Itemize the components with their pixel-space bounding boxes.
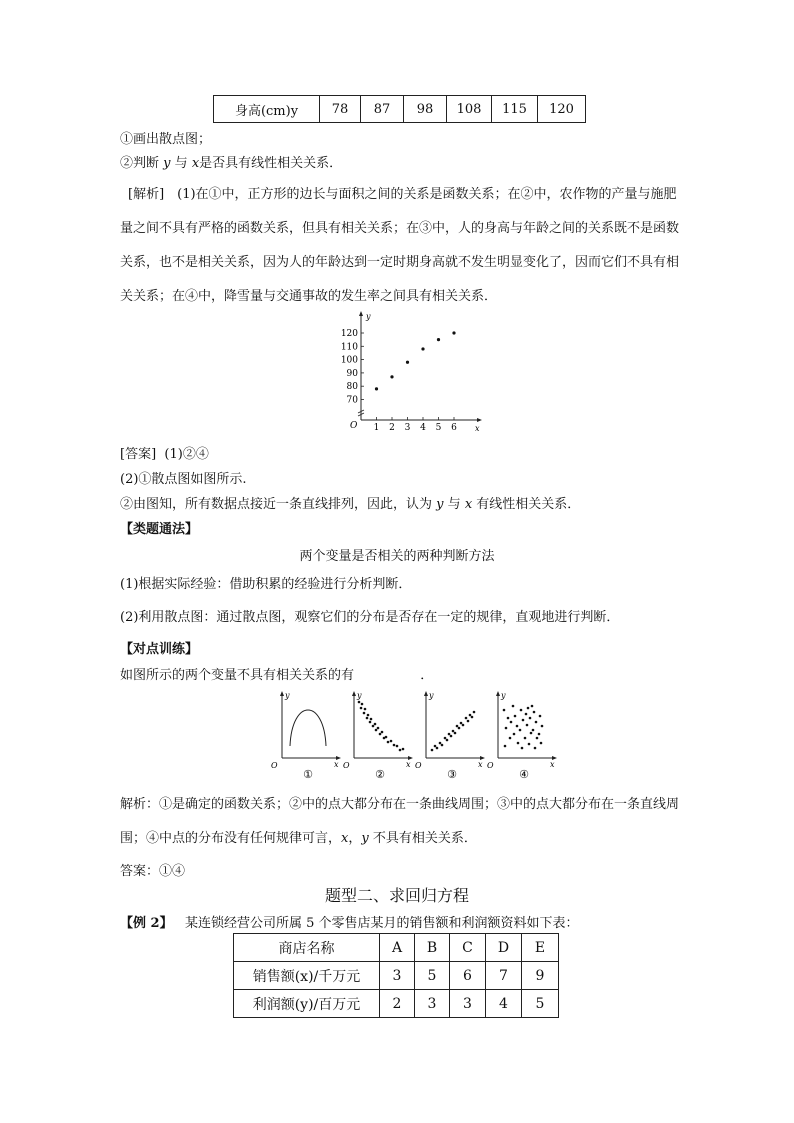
x-axis-arrow: [477, 418, 482, 422]
scatter-dot: [471, 716, 474, 719]
x-tick-label: 3: [404, 423, 411, 433]
scatter-dot: [510, 721, 513, 724]
origin-label: O: [487, 761, 494, 770]
sales-table: [233, 933, 559, 1018]
figure-1: [271, 691, 341, 781]
answer-mid: 与: [447, 497, 461, 512]
x-tick-label: 1: [373, 423, 380, 433]
example-label: 【例 2】: [120, 916, 173, 931]
axis-y-label: y: [285, 691, 290, 700]
figure-4: [487, 691, 557, 781]
table-cell: 销售额(x)/千万元: [234, 962, 380, 990]
var-x: x: [341, 831, 349, 846]
y-tick-label: 80: [346, 382, 358, 393]
scatter-dot: [396, 745, 399, 748]
scatter-dot: [520, 709, 523, 712]
y-tick-label: 110: [340, 342, 358, 353]
data-point: [375, 387, 378, 390]
table-header-cell: A: [380, 934, 415, 962]
q2-mid: 与: [174, 156, 188, 171]
answer-label: [答案]: [120, 447, 157, 462]
section-title: 题型二、求回归方程: [324, 886, 469, 905]
parabola-curve: [290, 710, 326, 746]
table-header-row: [234, 934, 559, 962]
answer-line-3: [120, 493, 580, 512]
answer-text: ②由图知，所有数据点接近一条直线排列，因此，认为: [120, 497, 433, 512]
scatter-dots: [431, 711, 476, 752]
height-table: [213, 95, 586, 123]
table-cell: 3: [450, 990, 486, 1018]
scatter-dot: [458, 727, 461, 730]
method-header: 【类题通法】: [120, 522, 199, 537]
scatter-dot: [534, 747, 537, 750]
scatter-dot: [473, 711, 476, 714]
scatter-dot: [448, 733, 451, 736]
scatter-dot: [446, 739, 449, 742]
axis-x-label: x: [475, 424, 480, 433]
table-cell: 108: [447, 96, 492, 123]
table-header-cell: B: [415, 934, 450, 962]
scatter-dot: [521, 747, 524, 750]
scatter-dot: [454, 732, 457, 735]
figure-2: [343, 691, 413, 781]
scatter-dot: [450, 735, 453, 738]
scatter-dot: [377, 727, 380, 730]
y-tick-label: 90: [346, 368, 358, 379]
answer-line-2: (2)①散点图如图所示.: [120, 472, 247, 487]
data-point: [437, 338, 440, 341]
scatter-dot: [516, 725, 519, 728]
answer-line-1: [120, 443, 209, 462]
scatter-dot: [531, 705, 534, 708]
question-1: ①画出散点图；: [120, 132, 212, 147]
data-point: [390, 375, 393, 378]
scatter-dot: [507, 717, 510, 720]
axis-x-label: x: [550, 760, 555, 769]
scatter-dot: [530, 732, 533, 735]
method-item-2: (2)利用散点图：通过散点图，观察它们的分布是否存在一定的规律，直观地进行判断．: [120, 610, 620, 625]
origin-label: O: [415, 761, 422, 770]
origin-label: O: [271, 761, 278, 770]
scatter-dot: [367, 714, 370, 717]
axis-x-label: x: [478, 760, 483, 769]
scatter-dot: [524, 737, 527, 740]
table-cell: 87: [361, 96, 404, 123]
figure-caption: ②: [375, 768, 385, 781]
table-cell: 9: [522, 962, 559, 990]
table-cell: 7: [486, 962, 522, 990]
scatter-dot: [387, 741, 390, 744]
axis-y-label: y: [357, 691, 362, 700]
table-cell: 120: [538, 96, 586, 123]
table-cell: 5: [415, 962, 450, 990]
scatter-dot: [514, 715, 517, 718]
practice-question-text: 如图所示的两个变量不具有相关关系的有: [120, 668, 355, 683]
scatter-dot: [538, 733, 541, 736]
axis-x-label: x: [334, 760, 339, 769]
table-cell: 5: [522, 990, 559, 1018]
practice-analysis: [120, 788, 680, 856]
scatter-dot: [452, 730, 455, 733]
scatter-dot: [434, 745, 437, 748]
axis-x-label: x: [406, 760, 411, 769]
scatter-dot: [374, 723, 377, 726]
question-2: [120, 152, 342, 171]
scatter-dot: [366, 717, 369, 720]
var-y: y: [361, 831, 369, 846]
figure-caption: ①: [303, 768, 313, 781]
scatter-dot: [526, 724, 529, 727]
scatter-dot: [460, 722, 463, 725]
scatter-dot: [467, 720, 470, 723]
origin-label: O: [350, 421, 358, 431]
scatter-dot: [393, 744, 396, 747]
scatter-plot: [335, 310, 485, 435]
figure-caption: ④: [519, 768, 529, 781]
scatter-dot: [540, 742, 543, 745]
y-axis-arrow: [359, 311, 363, 316]
scatter-dot: [522, 719, 525, 722]
table-cell: 78: [320, 96, 361, 123]
scatter-dot: [381, 731, 384, 734]
scatter-dot: [465, 717, 468, 720]
scatter-dots: [358, 701, 405, 752]
analysis-paragraph: [解析] (1)在①中，正方形的边长与面积之间的关系是函数关系；在②中，农作物的产量与施肥量之间不具有严格的函数关系，但具有相关关系；在③中，人的身高与年龄之间的关系既不是函数关系，也不是相关关系，因为人的年龄达到一定时期身高就不发生明显变化了，因而它们不具有相关关系；在④中，降雪量与交通事故的发生率之间具有相关关系．: [120, 187, 680, 304]
y-tick-label: 120: [340, 329, 358, 339]
table-header-cell: 商店名称: [234, 934, 380, 962]
var-x: x: [464, 497, 473, 512]
scatter-dot: [361, 703, 364, 706]
scatter-dot: [519, 729, 522, 732]
table-cell: 3: [380, 962, 415, 990]
practice-header: 【对点训练】: [120, 642, 199, 657]
table-header-cell: C: [450, 934, 486, 962]
scatter-dot: [532, 729, 535, 732]
data-point: [452, 331, 455, 334]
table-cell: 利润额(y)/百万元: [234, 990, 380, 1018]
scatter-dot: [390, 740, 393, 743]
scatter-dot: [525, 713, 528, 716]
scatter-dot: [504, 745, 507, 748]
var-y: y: [163, 156, 171, 171]
scatter-dot: [535, 721, 538, 724]
answer-part1: (1)②④: [164, 447, 209, 462]
table-row: [234, 962, 559, 990]
scatter-dot: [399, 749, 402, 752]
y-tick-label: 100: [340, 355, 358, 366]
scatter-dot: [536, 737, 539, 740]
scatter-dot: [444, 737, 447, 740]
table-header-cell: E: [522, 934, 559, 962]
scatter-dot: [512, 705, 515, 708]
table-cell: 身高(cm)y: [214, 96, 320, 123]
scatter-dot: [385, 736, 388, 739]
table-cell: 2: [380, 990, 415, 1018]
var-x: x: [191, 156, 200, 171]
scatter-dot: [505, 727, 508, 730]
scatter-dot: [539, 715, 542, 718]
scatter-dot: [541, 725, 544, 728]
table-cell: 115: [492, 96, 538, 123]
answer-suffix: 有线性相关关系．: [476, 497, 581, 512]
q2-prefix: ②判断: [120, 156, 160, 171]
blank-end: ．: [420, 668, 434, 683]
scatter-dot: [363, 712, 366, 715]
scatter-dot: [462, 724, 465, 727]
scatter-dot: [509, 737, 512, 740]
scatter-dot: [456, 725, 459, 728]
table-cell: 6: [450, 962, 486, 990]
scatter-dots: [503, 705, 544, 750]
method-item-1: (1)根据实际经验：借助积累的经验进行分析判断．: [120, 577, 412, 592]
axis-y-label: y: [366, 312, 371, 321]
table-cell: 4: [486, 990, 522, 1018]
x-tick-label: 5: [435, 423, 442, 433]
table-cell: 98: [404, 96, 447, 123]
var-y: y: [436, 497, 444, 512]
scatter-dot: [370, 718, 373, 721]
x-tick-label: 2: [389, 423, 395, 433]
practice-analysis-end: 不具有相关关系．: [372, 831, 477, 846]
comma: ，: [348, 831, 362, 846]
scatter-dot: [527, 707, 530, 710]
scatter-dot: [528, 743, 531, 746]
figure-caption: ③: [447, 768, 457, 781]
axis-y-label: y: [501, 691, 506, 700]
table-row: [234, 990, 559, 1018]
x-tick-label: 6: [451, 423, 457, 433]
scatter-dot: [375, 729, 378, 732]
figure-3: [415, 691, 485, 781]
scatter-dot: [469, 714, 472, 717]
practice-figures: [268, 688, 558, 783]
scatter-dot: [364, 708, 367, 711]
scatter-dot: [431, 749, 434, 752]
scatter-dot: [372, 725, 375, 728]
practice-analysis-text: 解析：①是确定的函数关系；②中的点大都分布在一条曲线周围；③中的点大都分布在一条直线周围；④中点的分布没有任何规律可言，: [120, 797, 680, 846]
scatter-dot: [529, 717, 532, 720]
table-row: [214, 96, 586, 123]
data-point: [406, 361, 409, 364]
data-point: [421, 347, 424, 350]
example-text: 某连锁经营公司所属 5 个零售店某月的销售额和利润额资料如下表：: [184, 916, 579, 931]
scatter-dot: [503, 709, 506, 712]
practice-answer: 答案：①④: [120, 864, 186, 879]
scatter-dot: [369, 721, 372, 724]
scatter-dot: [379, 733, 382, 736]
scatter-dot: [402, 748, 405, 751]
method-title: 两个变量是否相关的两种判断方法: [299, 549, 495, 564]
scatter-dot: [360, 707, 363, 710]
x-tick-label: 4: [420, 423, 426, 433]
scatter-dot: [441, 744, 444, 747]
scatter-dot: [436, 747, 439, 750]
scatter-dot: [517, 742, 520, 745]
practice-question: [120, 664, 433, 683]
scatter-dot: [513, 733, 516, 736]
table-cell: 3: [415, 990, 450, 1018]
axis-y-label: y: [429, 691, 434, 700]
scatter-dot: [533, 711, 536, 714]
scatter-dot: [439, 742, 442, 745]
table-header-cell: D: [486, 934, 522, 962]
q2-suffix: 是否具有线性相关关系．: [199, 156, 343, 171]
y-tick-label: 70: [346, 395, 358, 406]
origin-label: O: [343, 761, 350, 770]
example-2: [120, 912, 579, 931]
scatter-dot: [358, 701, 361, 704]
